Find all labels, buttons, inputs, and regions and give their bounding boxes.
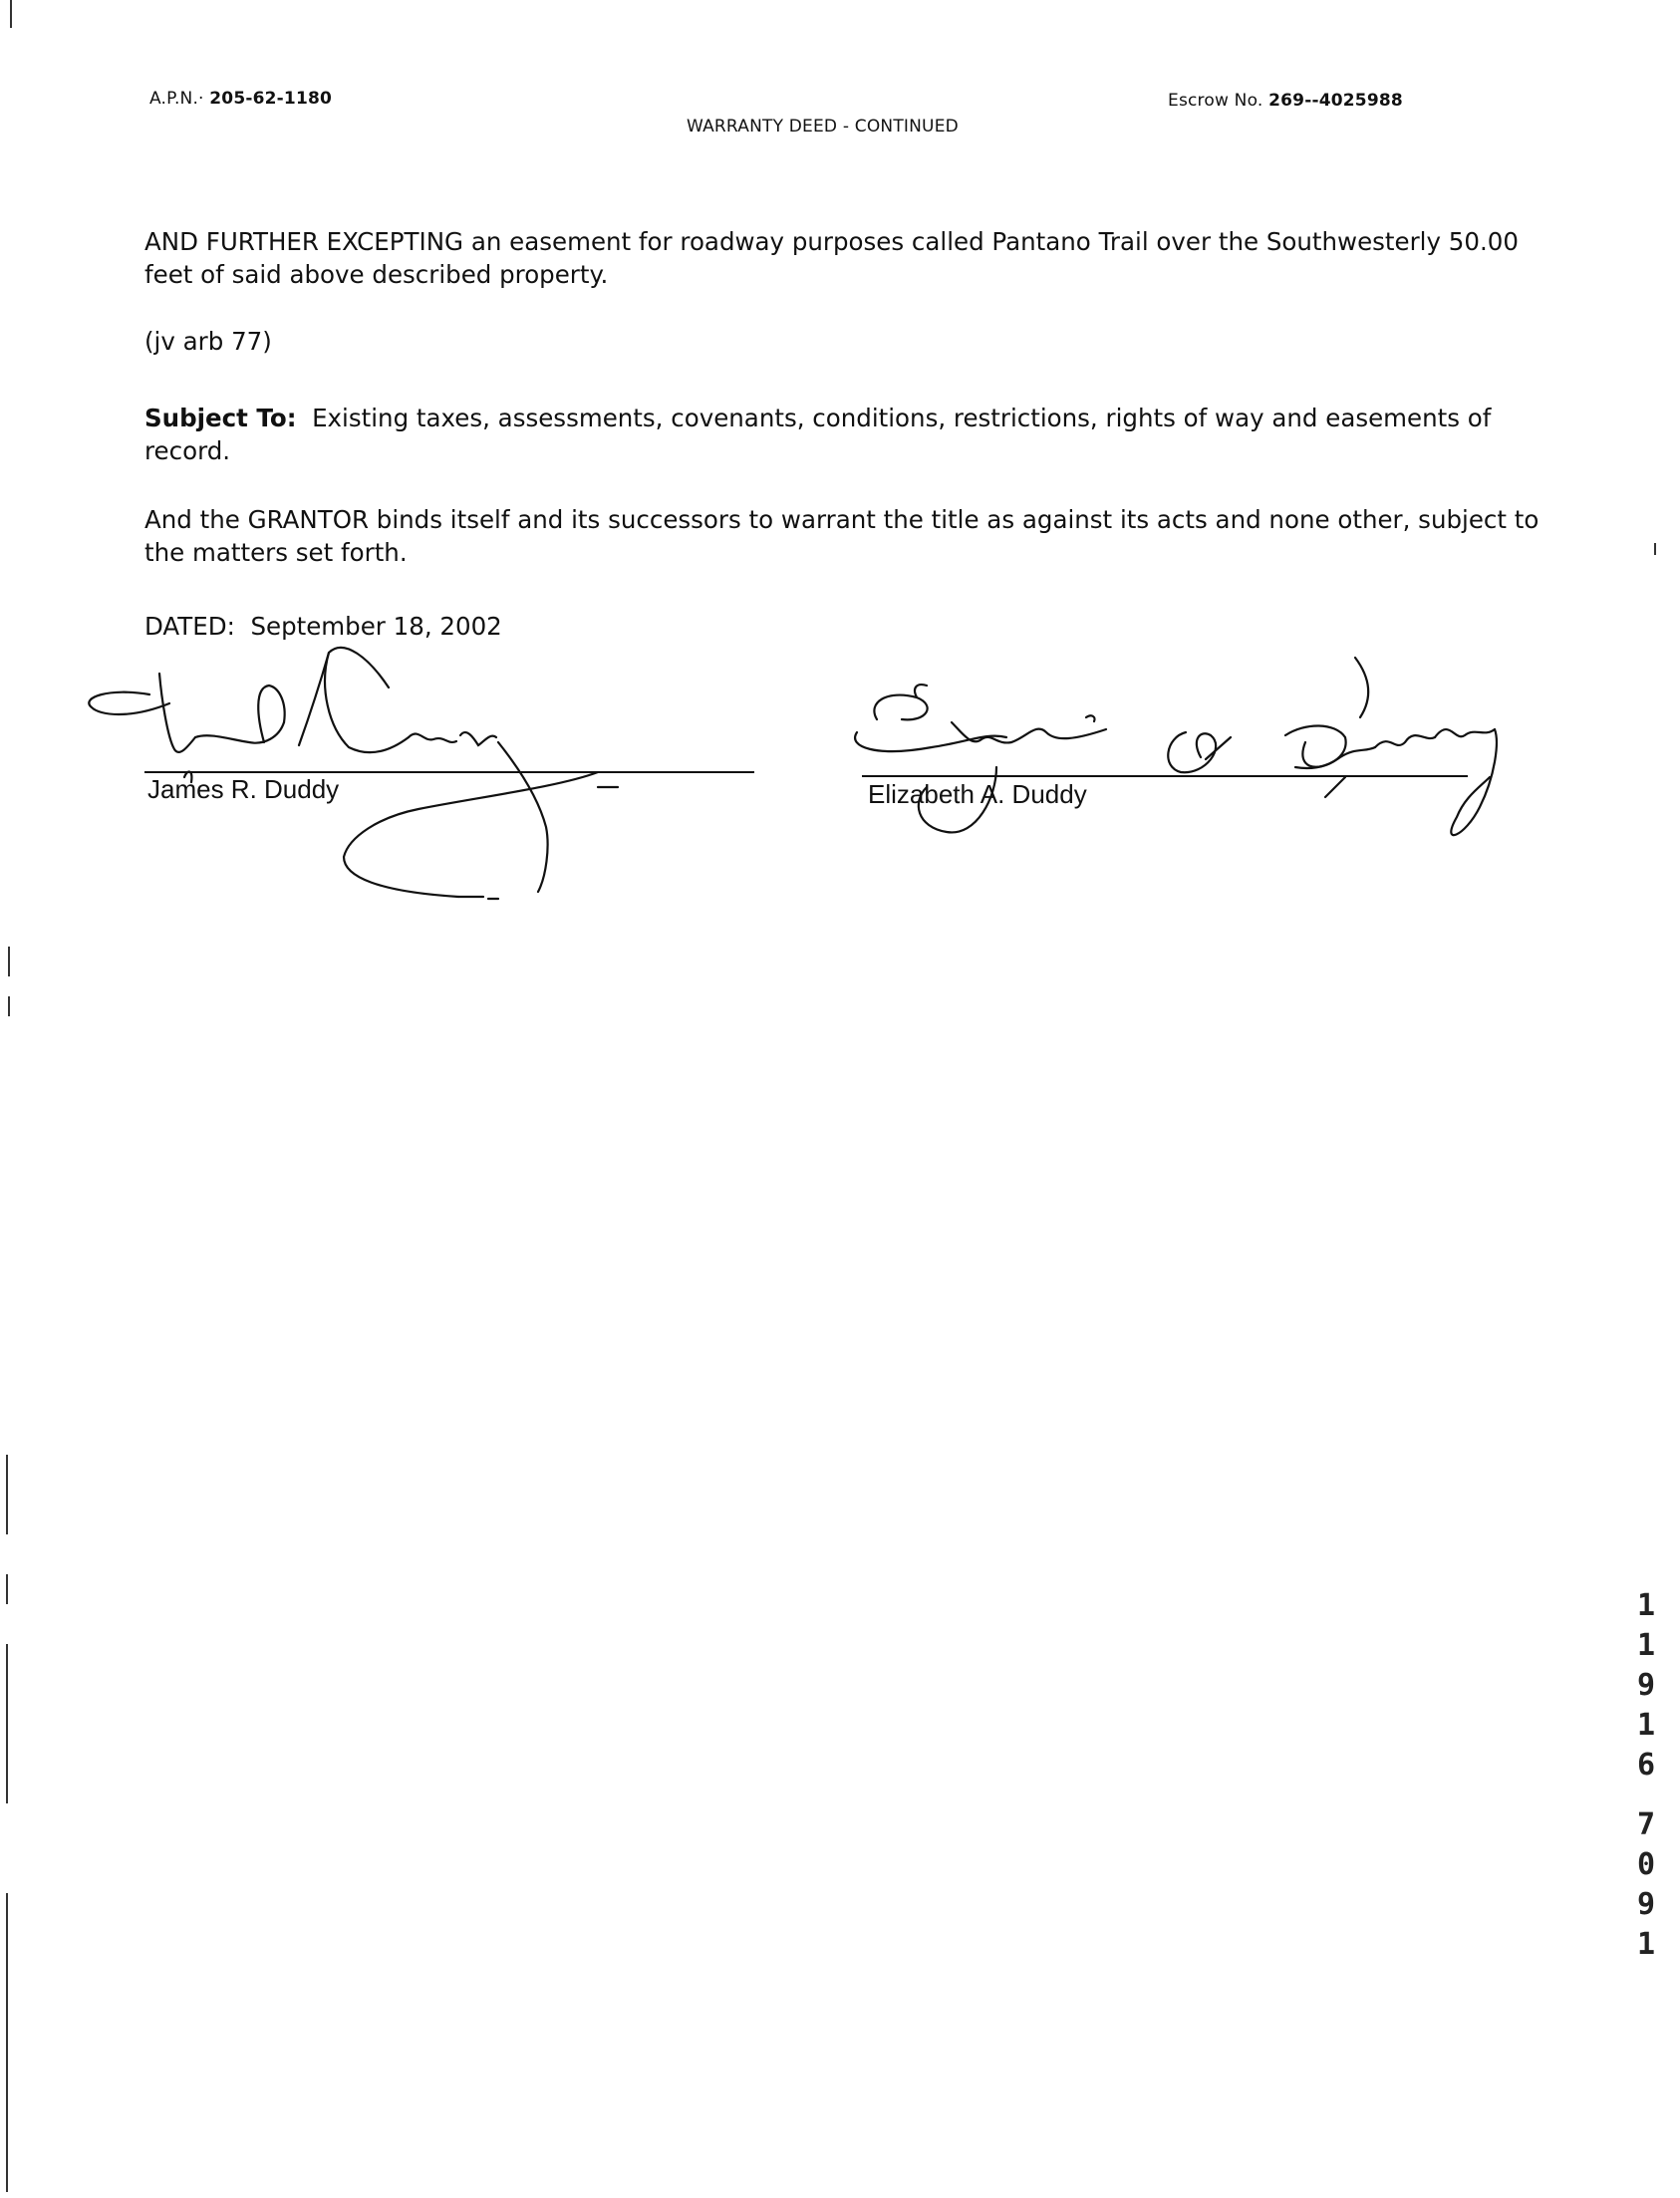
subject-to-text: Existing taxes, assessments, covenants, conditions, restrictions, rights of way and easements of record. [144,404,1492,465]
stamp-digit: 6 [1636,1748,1656,1783]
reference-note: (jv arb 77) [144,327,272,356]
stamp-digit: 1 [1636,1628,1656,1663]
subject-to-label: Subject To: [144,404,297,432]
escrow-label: Escrow No. [1168,91,1263,111]
apn-value: 205-62-1180 [209,89,333,109]
margin-mark [8,947,10,976]
margin-mark [6,1893,8,2192]
escrow-value: 269--4025988 [1268,91,1403,111]
margin-mark [6,1574,8,1604]
margin-mark [6,1644,8,1803]
stamp-digit: 1 [1636,1588,1656,1623]
dated-value: September 18, 2002 [250,612,502,641]
document-title: WARRANTY DEED - CONTINUED [687,117,959,137]
margin-stamp-number [1634,1586,1658,1965]
stamp-digit: 1 [1636,1708,1656,1743]
stamp-digit: 9 [1636,1887,1656,1922]
left-signer-name: James R. Duddy [147,774,340,804]
margin-mark [6,1455,8,1534]
stamp-digit: 7 [1636,1807,1656,1842]
excepting-paragraph: AND FURTHER EXCEPTING an easement for roadway purposes called Pantano Trail over the Southwesterly 50.00 feet of said above described property. [144,227,1519,289]
apn-label: A.P.N.· [149,89,204,109]
margin-mark [8,996,10,1016]
stamp-digit: 0 [1636,1847,1656,1882]
stamp-spacer [1634,1786,1658,1805]
stamp-digit: 1 [1636,1927,1656,1962]
right-signer-name: Elizabeth A. Duddy [868,779,1087,809]
stamp-digit: 9 [1636,1668,1656,1703]
dated-label: DATED: [144,612,235,641]
margin-mark [1654,543,1656,555]
grantor-paragraph: And the GRANTOR binds itself and its successors to warrant the title as against its acts and none other, subject to the matters set forth. [144,505,1540,567]
margin-mark [10,0,12,28]
